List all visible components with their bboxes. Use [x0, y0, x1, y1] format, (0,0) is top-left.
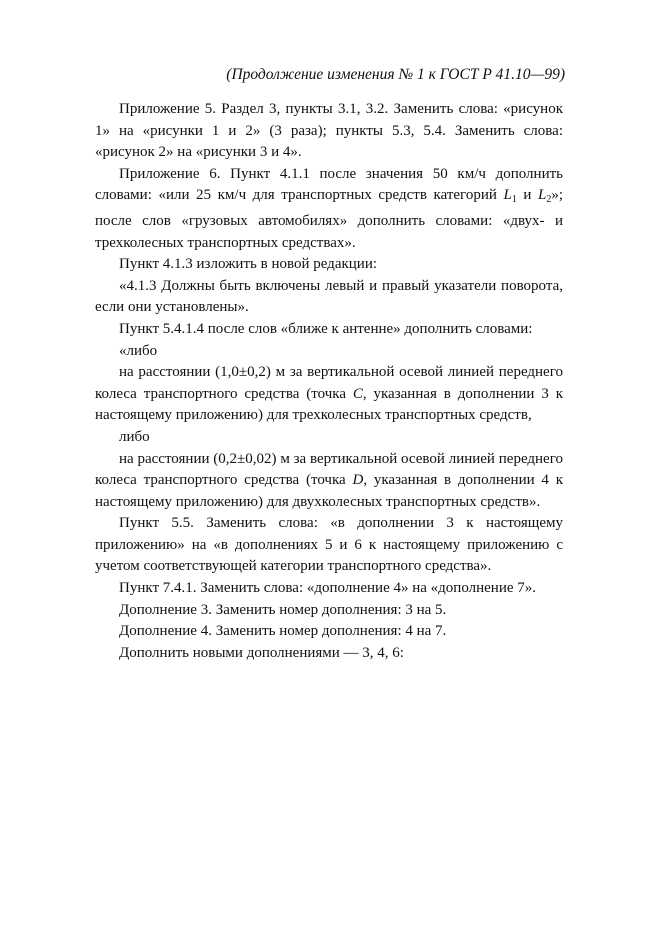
paragraph-4-1-3-text: «4.1.3 Должны быть включены левый и правый указатели поворота, если они установлены». — [95, 277, 563, 316]
paragraph-5-4-1-4-intro: Пункт 5.4.1.4 после слов «ближе к антенне» дополнить словами: — [119, 320, 533, 337]
paragraph-either-1: «либо — [119, 342, 158, 359]
paragraph-supplement-4: Дополнение 4. Заменить номер дополнения: 4 на 7. — [119, 623, 447, 640]
symbol-l2: L — [537, 187, 547, 204]
paragraph-4-1-3-intro: Пункт 4.1.3 изложить в новой редакции: — [119, 256, 378, 273]
paragraph-text: на расстоянии (0,2±0,02) м за вертикальной осевой линией переднего колеса транспортного средства (точка — [95, 450, 563, 489]
document-body — [95, 99, 563, 664]
point-c: С — [352, 385, 363, 402]
paragraph-appendix-5: Приложение 5. Раздел 3, пункты 3.1, 3.2. Заменить слова: «рисунок 1» на «рисунки 1 и 2» (3 раза); пункты 5.3, 5.4. Заменить слова: «рисунок 2» на «рисунки 3 и 4». — [95, 101, 563, 161]
paragraph-text: , указанная в дополнении 3 к настоящему приложению) для трехколесных транспортных средств, — [95, 385, 563, 424]
symbol-l1: L — [503, 187, 512, 204]
paragraph-text: и — [516, 187, 538, 204]
subscript: 1 — [511, 194, 517, 206]
paragraph-text: , указанная в дополнении 4 к настоящему приложению) для двухколесных транспортных средств». — [95, 472, 563, 510]
paragraph-text: на расстоянии (1,0±0,2) м за вертикальной осевой линией переднего колеса транспортного средства (точка — [95, 364, 563, 402]
paragraph-distance-c — [95, 362, 563, 427]
page-header: (Продолжение изменения № 1 к ГОСТ Р 41.10—99) — [226, 66, 565, 83]
paragraph-5-5: Пункт 5.5. Заменить слова: «в дополнении 3 к настоящему приложению» на «в дополнениях 5 и 6 к настоящему приложению с учетом соответствующей категории транспортного средства». — [95, 515, 563, 575]
paragraph-supplement-3: Дополнение 3. Заменить номер дополнения: 3 на 5. — [119, 601, 447, 618]
paragraph-new-supplements: Дополнить новыми дополнениями — 3, 4, 6: — [119, 644, 404, 661]
paragraph-7-4-1: Пункт 7.4.1. Заменить слова: «дополнение 4» на «дополнение 7». — [119, 580, 537, 597]
paragraph-distance-d — [95, 449, 563, 514]
paragraph-appendix-6 — [95, 164, 563, 254]
paragraph-either-2: либо — [119, 428, 150, 445]
point-d: D — [352, 472, 364, 489]
subscript: 2 — [546, 194, 552, 206]
paragraph-text: »; после слов «грузовых автомобилях» дополнить словами: «двух- и трехколесных транспортных средствах». — [95, 187, 563, 251]
paragraph-text: Приложение 6. Пункт 4.1.1 после значения 50 км/ч дополнить словами: «или 25 км/ч для транспортных средств категорий — [95, 165, 563, 204]
